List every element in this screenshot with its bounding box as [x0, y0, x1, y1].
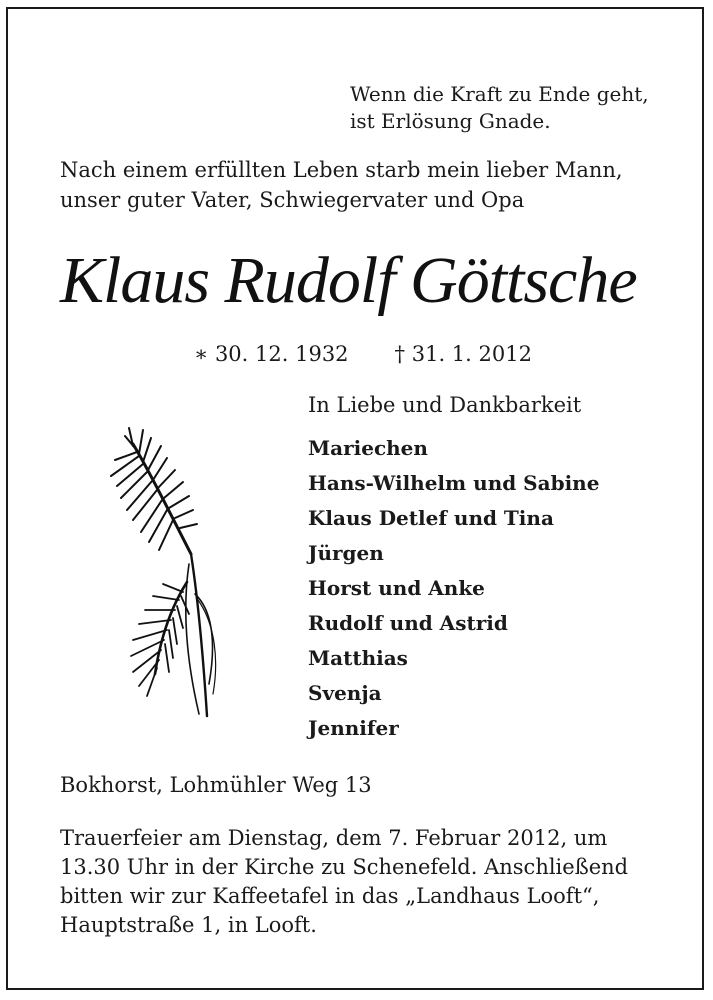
- service-line-1: Trauerfeier am Dienstag, dem 7. Februar 2012, um: [60, 826, 608, 850]
- mourner-name: Horst und Anke: [308, 576, 485, 600]
- mourner-name: Jürgen: [308, 541, 384, 565]
- mourner-name: Matthias: [308, 646, 408, 670]
- mourner-name: Hans-Wilhelm und Sabine: [308, 471, 600, 495]
- intro-line-2: unser guter Vater, Schwiegervater und Opa: [60, 188, 525, 212]
- intro-text: [60, 155, 623, 215]
- service-line-2: 13.30 Uhr in der Kirche zu Schenefeld. Anschließend: [60, 855, 629, 879]
- mourner-name: Jennifer: [308, 716, 399, 740]
- death-date: † 31. 1. 2012: [394, 342, 532, 366]
- motto-quote: [350, 81, 649, 135]
- mourners-list: [308, 431, 599, 746]
- mourner-name: Mariechen: [308, 436, 428, 460]
- mourner-name: Klaus Detlef und Tina: [308, 506, 554, 530]
- funeral-service-info: [60, 824, 672, 940]
- motto-line-2: ist Erlösung Gnade.: [350, 109, 551, 133]
- obituary-frame: [6, 7, 704, 990]
- service-line-4: Hauptstraße 1, in Looft.: [60, 913, 317, 937]
- life-dates: [194, 339, 532, 369]
- wheat-ears-illustration: [103, 424, 233, 724]
- address: Bokhorst, Lohmühler Weg 13: [60, 773, 372, 797]
- mourner-name: Svenja: [308, 681, 382, 705]
- service-line-3: bitten wir zur Kaffeetafel in das „Landhaus Looft“,: [60, 884, 600, 908]
- motto-line-1: Wenn die Kraft zu Ende geht,: [350, 82, 649, 106]
- intro-line-1: Nach einem erfüllten Leben starb mein lieber Mann,: [60, 158, 623, 182]
- mourners-intro: In Liebe und Dankbarkeit: [308, 393, 582, 417]
- mourner-name: Rudolf und Astrid: [308, 611, 508, 635]
- birth-date: ∗ 30. 12. 1932: [194, 342, 349, 366]
- deceased-name: Klaus Rudolf Göttsche: [60, 244, 637, 317]
